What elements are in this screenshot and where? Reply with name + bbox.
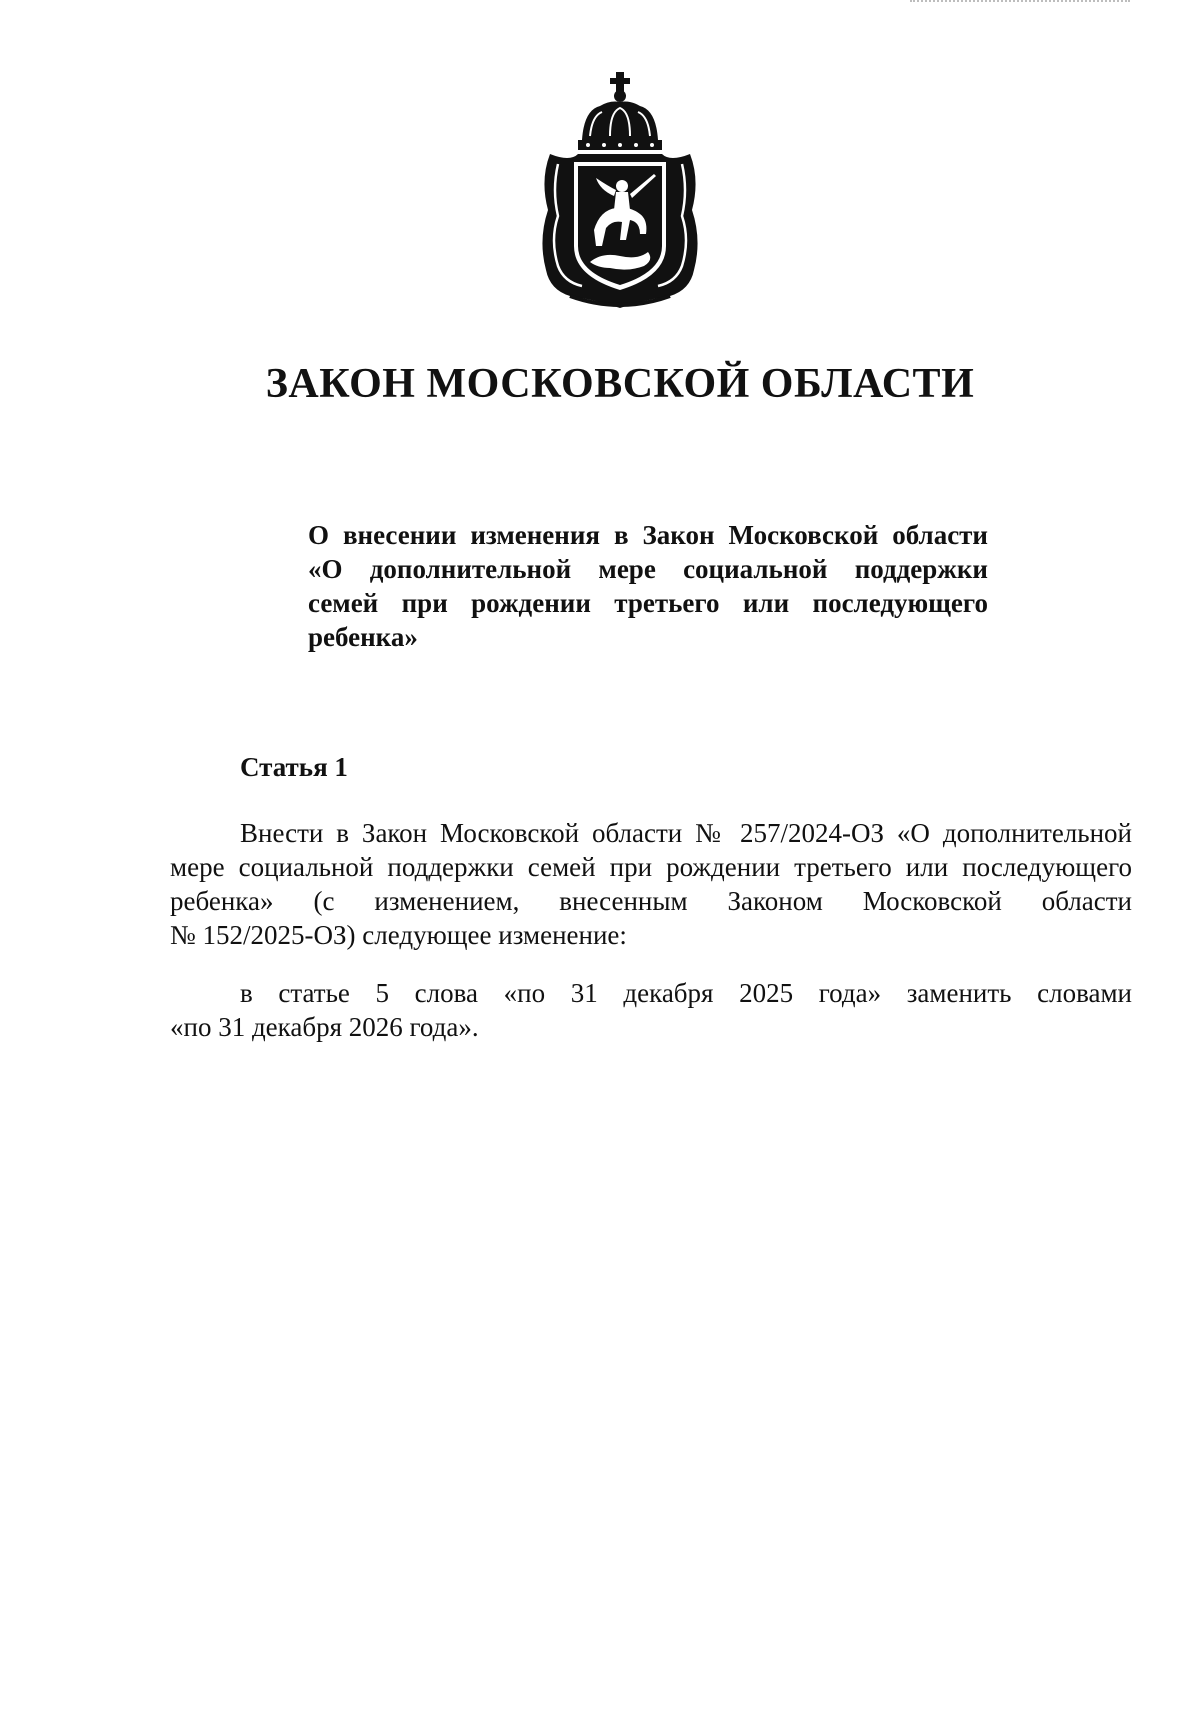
subject-line: О внесении изменения в Закон Московской области xyxy=(308,520,988,550)
paragraph-line: № 152/2025-ОЗ) следующее изменение: xyxy=(170,920,627,950)
document-title: ЗАКОН МОСКОВСКОЙ ОБЛАСТИ xyxy=(265,361,975,407)
scan-artifact xyxy=(910,0,1130,5)
paragraph-line: в статье 5 слова «по 31 декабря 2025 года» заменить словами xyxy=(240,978,1132,1008)
subject-line: ребенка» xyxy=(308,622,418,652)
article-paragraph-2 xyxy=(170,976,1132,1044)
paragraph-line: мере социальной поддержки семей при рождении третьего или последующего xyxy=(170,852,1132,882)
article-heading: Статья 1 xyxy=(240,752,348,782)
law-subject-heading xyxy=(308,518,988,654)
subject-line: «О дополнительной мере социальной поддержки xyxy=(308,554,988,584)
subject-line: семей при рождении третьего или последующего xyxy=(308,588,988,618)
paragraph-line: ребенка» (с изменением, внесенным Законом Московской области xyxy=(170,886,1132,916)
paragraph-line: Внести в Закон Московской области № 257/2024-ОЗ «О дополнительной xyxy=(240,818,1132,848)
article-paragraph-1 xyxy=(170,816,1132,952)
paragraph-line: «по 31 декабря 2026 года». xyxy=(170,1012,479,1042)
moscow-oblast-coat-of-arms-icon xyxy=(530,70,710,310)
